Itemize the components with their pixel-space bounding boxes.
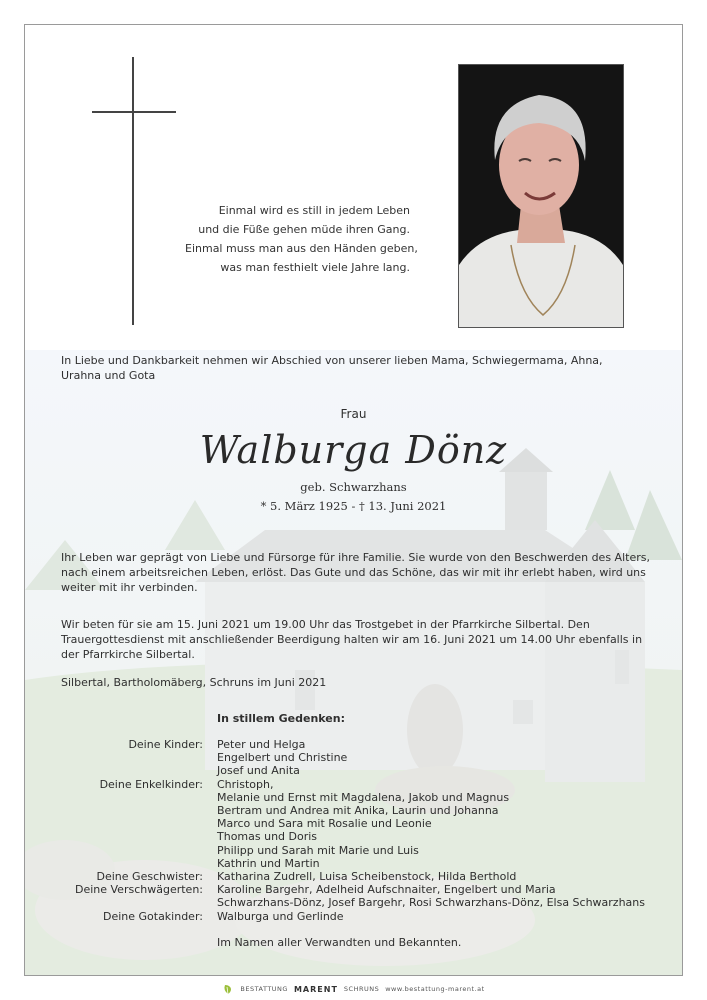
poem-line: was man festhielt viele Jahre lang. (220, 261, 410, 274)
poem (185, 201, 418, 277)
relatives-group (61, 738, 661, 778)
deceased-name: Walburga Dönz (199, 428, 508, 472)
relatives-line: Katharina Zudrell, Luisa Scheibenstock, Hilda Berthold (217, 870, 517, 884)
life-paragraph: Ihr Leben war geprägt von Liebe und Fürsorge für ihre Familie. Sie wurde von den Beschwerden des Alters, nach einem arbeitsreichen Leben, erlöst. Das Gute und das Schöne, das wir mit ihr erlebt haben, wird uns weiter mit ihr verbinden. (61, 551, 650, 594)
footer-town: SCHRUNS (343, 985, 380, 993)
birth-name: geb. Schwarzhans (300, 480, 407, 494)
relatives-label: Deine Verschwägerten: (74, 883, 203, 897)
relatives-line: Philipp und Sarah mit Marie und Luis (217, 843, 419, 857)
place-date: Silbertal, Bartholomäberg, Schruns im Juni 2021 (61, 676, 327, 689)
relatives-group (61, 883, 661, 909)
honorific: Frau (340, 407, 367, 421)
relatives-line: Karoline Bargehr, Adelheid Aufschnaiter, Engelbert und Maria (217, 883, 556, 897)
relatives-group (61, 870, 661, 883)
closing-text: Im Namen aller Verwandten und Bekannten. (217, 936, 462, 949)
relatives-line: Josef und Anita (217, 764, 300, 778)
relatives-line: Melanie und Ernst mit Magdalena, Jakob und Magnus (217, 790, 510, 804)
relatives-list (61, 738, 661, 923)
relatives-label: Deine Gotakinder: (102, 909, 203, 923)
relatives-group (61, 778, 661, 870)
relatives-line: Marco und Sara mit Rosalie und Leonie (217, 817, 432, 831)
obituary-card (24, 24, 683, 976)
poem-line: und die Füße gehen müde ihren Gang. (198, 223, 410, 236)
relatives-label: Deine Enkelkinder: (99, 777, 203, 791)
relatives-line: Engelbert und Christine (217, 751, 348, 765)
relatives-line: Bertram und Andrea mit Anika, Laurin und Johanna (217, 804, 499, 818)
poem-line: Einmal muss man aus den Händen geben, (185, 242, 418, 255)
footer-prefix: BESTATTUNG (240, 985, 288, 993)
cross-icon (132, 57, 134, 325)
life-dates: * 5. März 1925 - † 13. Juni 2021 (260, 499, 447, 513)
service-paragraph: Wir beten für sie am 15. Juni 2021 um 19.00 Uhr das Trostgebet in der Pfarrkirche Silbertal. Den Trauergottesdienst mit anschließender Beerdigung halten wir am 16. Juni 2021 um 14.00 Uhr ebenfalls in der Pfarrkirche Silbertal. (61, 618, 643, 661)
relatives-label: Deine Kinder: (128, 738, 203, 751)
cross-crossbar (92, 111, 176, 113)
relatives-line: Peter und Helga (217, 738, 306, 751)
relatives-line: Christoph, (217, 777, 274, 791)
poem-line: Einmal wird es still in jedem Leben (218, 204, 410, 217)
intro-text: In Liebe und Dankbarkeit nehmen wir Abschied von unserer lieben Mama, Schwiegermama, Ahna, Urahna und Gota (61, 354, 603, 382)
relatives-line: Kathrin und Martin (217, 856, 320, 870)
relatives-line: Thomas und Doris (217, 830, 318, 844)
relatives-label: Deine Geschwister: (96, 870, 203, 884)
relatives-line: Schwarzhans-Dönz, Josef Bargehr, Rosi Schwarzhans-Dönz, Elsa Schwarzhans (217, 896, 646, 910)
gedenken-heading: In stillem Gedenken: (217, 712, 345, 725)
footer (0, 978, 707, 1000)
footer-brand: MARENT (293, 984, 338, 994)
footer-url[interactable]: www.bestattung-marent.at (385, 985, 485, 993)
leaf-logo-icon (222, 983, 234, 995)
relatives-line: Walburga und Gerlinde (217, 909, 344, 923)
portrait-photo (458, 64, 624, 328)
relatives-group (61, 910, 661, 923)
